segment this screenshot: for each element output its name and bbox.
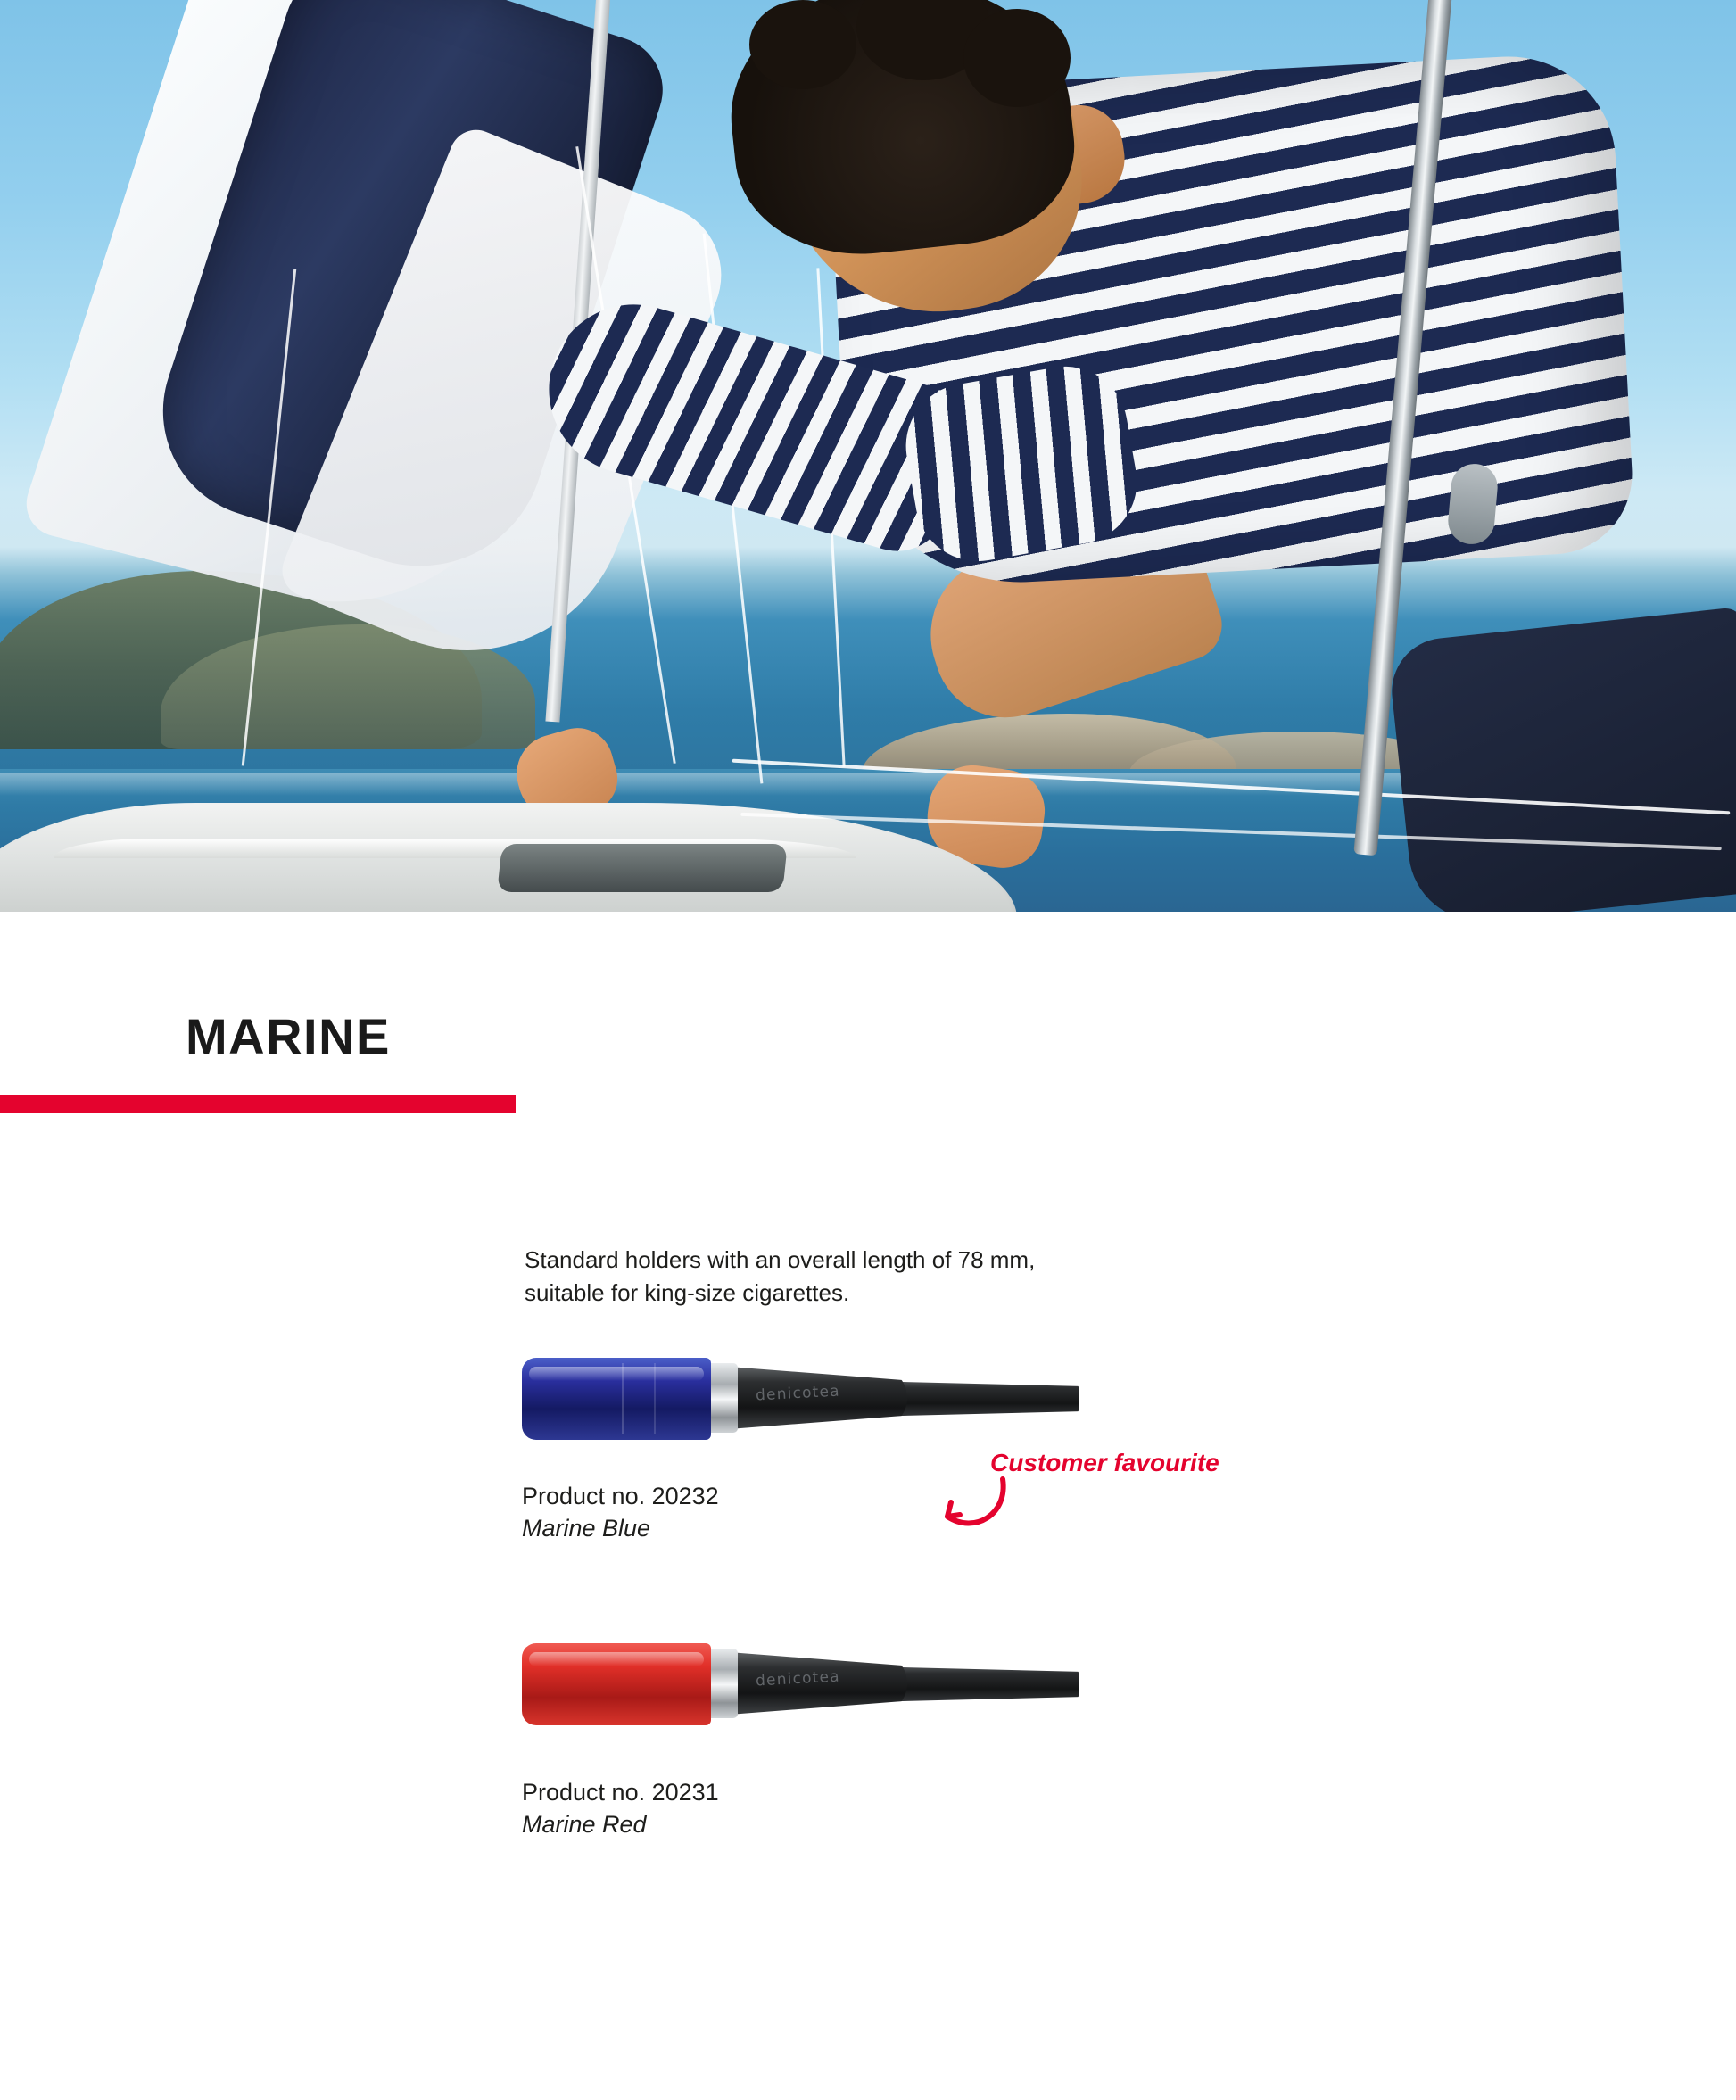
sailor-shorts: [1386, 607, 1736, 912]
intro-text: [525, 1244, 1203, 1310]
barrel-seam: [654, 1363, 656, 1434]
product-number: Product no. 20232: [522, 1483, 719, 1509]
product-model-name: Marine Blue: [522, 1514, 651, 1542]
hero-image: [0, 0, 1736, 912]
deck-hatch: [497, 844, 788, 892]
product-caption-blue: [522, 1481, 719, 1544]
barrel-highlight: [529, 1652, 704, 1666]
product-model-name: Marine Red: [522, 1810, 647, 1838]
brand-mark: denicotea: [755, 1667, 841, 1691]
barrel-highlight: [529, 1367, 704, 1381]
sailor-hair-curl: [963, 9, 1071, 107]
customer-favourite-badge: Customer favourite: [990, 1449, 1219, 1476]
sailor-hair-curl: [749, 0, 856, 89]
holder-barrel: [522, 1358, 711, 1440]
brand-mark: denicotea: [755, 1382, 841, 1405]
content-area: [0, 912, 1736, 2100]
holder-barrel: [522, 1643, 711, 1725]
product-image-blue: [522, 1349, 1079, 1447]
product-number: Product no. 20231: [522, 1779, 719, 1806]
product-image-red: [522, 1634, 1079, 1732]
page-title: MARINE: [186, 1008, 391, 1064]
curved-arrow-icon: [930, 1472, 1010, 1543]
product-caption-red: [522, 1777, 719, 1840]
product-item-red: [522, 1634, 1253, 1838]
barrel-seam: [622, 1363, 624, 1434]
accent-bar: [0, 1095, 516, 1113]
intro-line-2: suitable for king-size cigarettes.: [525, 1278, 850, 1306]
intro-line-1: Standard holders with an overall length of 78 mm,: [525, 1246, 1036, 1273]
